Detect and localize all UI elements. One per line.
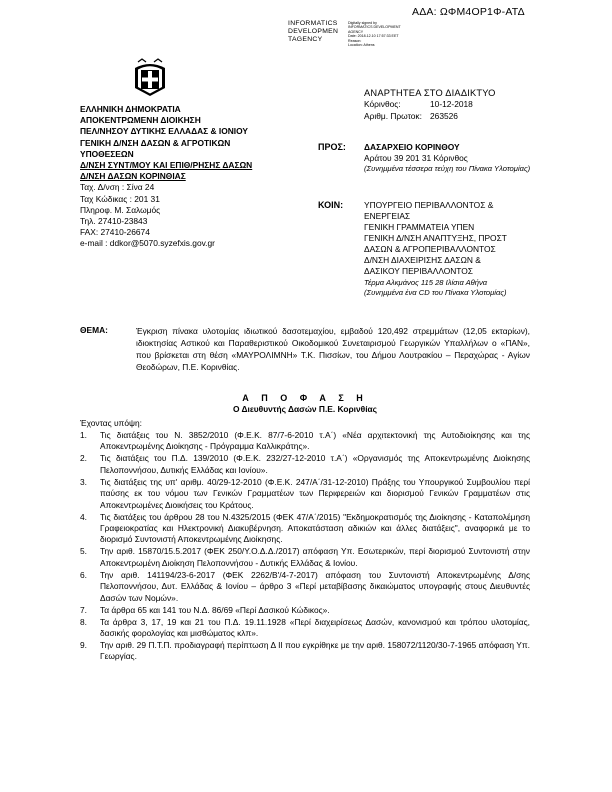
list-item	[80, 640, 530, 663]
list-item	[80, 430, 530, 453]
list-item-number: 6.	[80, 569, 87, 580]
list-item-text: Την αριθ. 29 Π.Τ.Π. προδιαγραφή περίπτωση Δ ΙΙ που εγκρίθηκε με την αριθ. 158072/1120/30-7-1965 απόφαση Υπ. Γεωργίας.	[100, 640, 530, 662]
list-item-number: 8.	[80, 616, 87, 627]
list-item	[80, 546, 530, 569]
contact-postcode: Ταχ Κώδικας : 201 31	[80, 193, 160, 204]
ada-code: ΑΔΑ: ΩΦΜ4ΟΡ1Φ-ΑΤΔ	[412, 6, 525, 18]
list-item-number: 5.	[80, 546, 87, 557]
list-item-text: Τις διατάξεις του Π.Δ. 139/2010 (Φ.Ε.Κ. 232/27-12-2010 τ.Α΄) «Οργανισμός της Αποκεντρωμένης Διοίκησης Πελοποννήσου, Δυτικής Ελλάδας και Ιονίου».	[100, 453, 530, 475]
signature-line: DEVELOPMEN	[288, 28, 339, 36]
list-item-text: Την αριθ. 15870/15.5.2017 (ΦΕΚ 250/Υ.Ο.Δ.Δ./2017) απόφαση Υπ. Εσωτερικών, περί διορισμού Συντονιστή στην Αποκεντρωμένη Διοίκηση Πελοποννήσου - Δυτικής Ελλάδας & Ιονίου.	[100, 546, 530, 568]
list-item	[80, 477, 530, 511]
contact-email: e-mail : ddkor@5070.syzefxis.gov.gr	[80, 238, 215, 249]
date-value: 10-12-2018	[430, 99, 473, 110]
list-item	[80, 605, 530, 616]
cc-line: ΓΕΝΙΚΗ Δ/ΝΣΗ ΑΝΑΠΤΥΞΗΣ, ΠΡΟΣΤ	[364, 233, 507, 243]
list-item-text: Τις διατάξεις της υπ' αριθμ. 40/29-12-2010 (Φ.Ε.Κ. 247/Α΄/31-12-2010) Πράξης του Υπουργικού Συμβουλίου περί παύσης εκ του νόμου των Γενικών Γραμματέων των Περιφερειών και διορισμού Γενικών Γραμματέων στις Αποκεντρωμένες Διοικήσεις του Κράτους.	[100, 476, 530, 510]
list-item-number: 9.	[80, 640, 87, 651]
signature-detail: INFORMATICS DEVELOPMENT AGENCY	[348, 25, 401, 34]
cc-line: ΔΑΣΙΚΟΥ ΠΕΡΙΒΑΛΛΟΝΤΟΣ	[364, 266, 473, 276]
authority-line: ΕΛΛΗΝΙΚΗ ΔΗΜΟΚΡΑΤΙΑ	[80, 104, 181, 114]
list-item-number: 4.	[80, 511, 87, 522]
protocol-label: Αριθμ. Πρωτοκ:	[364, 110, 422, 121]
list-item	[80, 617, 530, 640]
signature-line: INFORMATICS	[288, 20, 338, 27]
list-item-text: Την αριθ. 141194/23-6-2017 (ΦΕΚ 2262/Β'/4-7-2017) απόφαση του Συντονιστή Αποκεντρωμένης Δ/σης Πελοποννήσου, Δυτ. Ελλάδας & Ιονίου – άρθρο 3 «Περί μεταβίβασης δικαιώματος υπογραφής στους Διευθυντές Δασών των Νομών».	[100, 569, 530, 603]
cc-line: ΕΝΕΡΓΕΙΑΣ	[364, 211, 411, 221]
recipient-note: (Συνημμένα τέσσερα τεύχη του Πίνακα Υλοτομίας)	[364, 164, 531, 173]
list-item-text: Τα άρθρα 3, 17, 19 και 21 του Π.Δ. 19.11.1928 «Περί διαχειρίσεως Δασών, κανονισμού και τρόπου υλοτομίας, δασικής φορολογίας και μισθώματος κλπ».	[100, 616, 530, 639]
cc-label: ΚΟΙΝ:	[318, 200, 344, 210]
considerations-list	[80, 430, 530, 663]
date-label: Κόρινθος:	[364, 99, 401, 110]
cc-line: Δ/ΝΣΗ ΔΙΑΧΕΙΡΙΣΗΣ ΔΑΣΩΝ &	[364, 255, 481, 265]
signature-details	[348, 21, 410, 47]
decision-title: Α Π Ο Φ Α Σ Η	[242, 393, 368, 403]
signature-detail: Reason:	[348, 38, 362, 43]
protocol-value: 263526	[430, 110, 458, 121]
list-item-text: Τα άρθρα 65 και 141 του Ν.Δ. 86/69 «Περί Δασικού Κώδικος».	[100, 604, 330, 615]
cc-address: Τέρμα Αλκμάνος 115 28 Ιλίσια Αθήνα	[364, 278, 488, 287]
recipient-name: ΔΑΣΑΡΧΕΙΟ ΚΟΡΙΝΘΟΥ	[364, 142, 460, 152]
contact-phone: Τηλ. 27410-23843	[80, 216, 148, 227]
cc-line: ΔΑΣΩΝ & ΑΓΡΟΠΕΡΙΒΑΛΛΟΝΤΟΣ	[364, 244, 496, 254]
signature-line: TAGENCY	[288, 36, 323, 44]
list-item	[80, 570, 530, 604]
signature-detail: Location: Athens	[348, 43, 375, 48]
greek-coat-of-arms-icon	[132, 58, 168, 98]
decision-director: Ο Διευθυντής Δασών Π.Ε. Κορινθίας	[232, 404, 378, 414]
subject-text: Έγκριση πίνακα υλοτομίας ιδιωτικού δασοτεμαχίου, εμβαδού 120,492 στρεμμάτων (12,05 εκταρίων), ιδιοκτησίας Αστικού και Παραθεριστικού Οικοδομικού Συνεταιρισμού Γεωργικών Υπαλλήλων ο «ΠΑΝ», που βρίσκεται στη θέση «ΜΑΥΡΟΛΙΜΝΗ» Τ.Κ. Πισσίων, του Δήμου Λουτρακίου – Περαχώρας - Αγίων Θεοδώρων, Π.Ε. Κορινθίας.	[136, 326, 530, 372]
considerations-intro: Έχοντας υπόψη:	[80, 418, 142, 428]
subject-label: ΘΕΜΑ:	[80, 325, 108, 335]
authority-line-underlined: Δ/ΝΣΗ ΔΑΣΩΝ ΚΟΡΙΝΘΙΑΣ	[80, 171, 186, 182]
cc-block	[364, 200, 534, 298]
recipient-address: Αράτου 39 201 31 Κόρινθος	[364, 153, 468, 163]
contact-info-person: Πληροφ. Μ. Σαλωμός	[80, 204, 161, 215]
authority-line: ΓΕΝΙΚΗ Δ/ΝΣΗ ΔΑΣΩΝ & ΑΓΡΟΤΙΚΩΝ	[80, 137, 231, 148]
cc-note: (Συνημμένα ένα CD του Πίνακα Υλοτομίας)	[364, 288, 507, 297]
list-item-number: 7.	[80, 604, 87, 615]
authority-line-underlined: Δ/ΝΣΗ ΣΥΝΤ/ΜΟΥ ΚΑΙ ΕΠΙΘ/ΡΗΣΗΣ ΔΑΣΩΝ	[80, 160, 253, 171]
list-item	[80, 512, 530, 546]
recipient-label: ΠΡΟΣ:	[318, 142, 346, 152]
contact-fax: FAX: 27410-26674	[80, 227, 150, 238]
authority-line: ΥΠΟΘΕΣΕΩΝ	[80, 148, 134, 159]
list-item-number: 2.	[80, 453, 87, 464]
contact-address: Ταχ. Δ/νση : Σίνα 24	[80, 182, 155, 193]
posting-title: ΑΝΑΡΤΗΤΕΑ ΣΤΟ ΔΙΑΔΙΚΤΥΟ	[364, 88, 496, 98]
list-item-text: Τις διατάξεις του άρθρου 28 του Ν.4325/2015 (ΦΕΚ 47/Α΄/2015) "Εκδημοκρατισμός της Διοίκησης - Καταπολέμηση Γραφειοκρατίας και Ηλεκτρονική Διακυβέρνηση. Αποκατάσταση αδικιών και άλλες διατάξεις", αναφορικά με το διορισμό Συντονιστή Αποκεντρωμένης Διοίκησης.	[100, 511, 530, 545]
list-item-text: Τις διατάξεις του Ν. 3852/2010 (Φ.Ε.Κ. 87/7-6-2010 τ.Α΄) «Νέα αρχιτεκτονική της Αυτοδιοίκησης και της Αποκεντρωμένης Διοίκησης - Πρόγραμμα Καλλικράτης».	[100, 430, 530, 452]
date-row	[364, 99, 534, 110]
protocol-row	[364, 111, 534, 122]
list-item-number: 3.	[80, 476, 87, 487]
recipient-block	[364, 142, 534, 174]
signature-org-name	[288, 20, 338, 45]
authority-line: ΠΕΛ/ΝΗΣΟΥ ΔΥΤΙΚΗΣ ΕΛΛΑΔΑΣ & ΙΟΝΙΟΥ	[80, 126, 248, 137]
posting-header	[364, 88, 534, 122]
list-item	[80, 453, 530, 476]
list-item-number: 1.	[80, 430, 87, 440]
signature-detail: Date: 2018.12.10 17:57:33 EET	[348, 34, 399, 39]
authority-line: ΑΠΟΚΕΝΤΡΩΜΕΝΗ ΔΙΟΙΚΗΣΗ	[80, 115, 201, 126]
cc-line: ΓΕΝΙΚΗ ΓΡΑΜΜΑΤΕΙΑ ΥΠΕΝ	[364, 222, 475, 232]
authority-block	[80, 104, 310, 250]
cc-line: ΥΠΟΥΡΓΕΙΟ ΠΕΡΙΒΑΛΛΟΝΤΟΣ &	[364, 200, 494, 210]
signature-detail: Digitally signed by	[348, 21, 377, 25]
